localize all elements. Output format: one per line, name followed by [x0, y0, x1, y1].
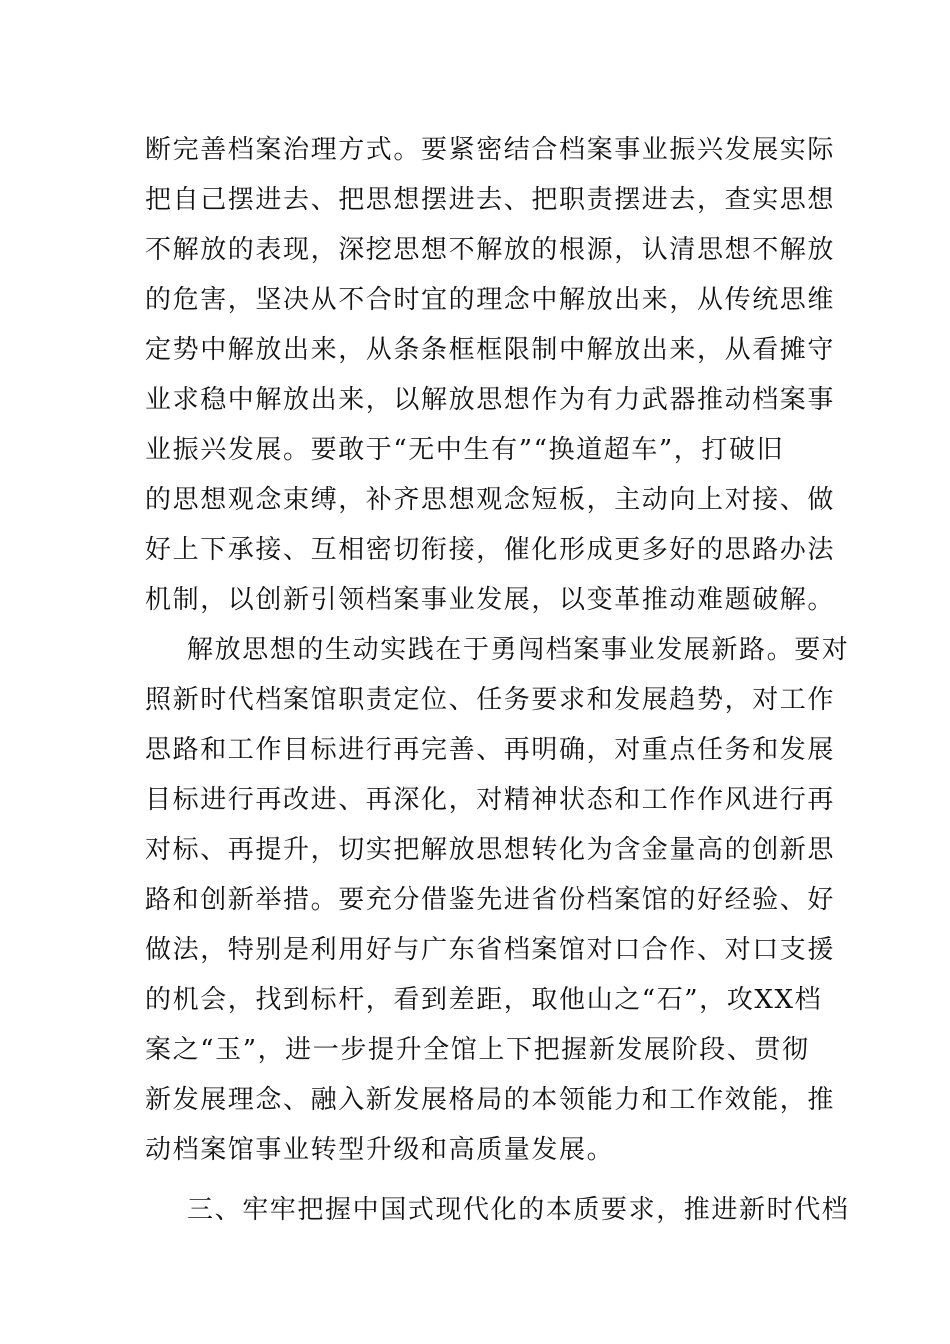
paragraph-line: 的危害，坚决从不合时宜的理念中解放出来，从传统思维	[145, 285, 836, 315]
paragraph-line: 照新时代档案馆职责定位、任务要求和发展趋势，对工作	[145, 685, 836, 715]
paragraph-line: 路和创新举措。要充分借鉴先进省份档案馆的好经验、好	[145, 885, 836, 915]
paragraph-line: 对标、再提升，切实把解放思想转化为含金量高的创新思	[145, 835, 836, 865]
paragraph-line: 好上下承接、互相密切衔接，催化形成更多好的思路办法	[145, 535, 836, 565]
paragraph-line: 把自己摆进去、把思想摆进去、把职责摆进去，查实思想	[145, 185, 836, 215]
paragraph-line: 定势中解放出来，从条条框框限制中解放出来，从看摊守	[145, 335, 836, 365]
paragraph-line: 业求稳中解放出来，以解放思想作为有力武器推动档案事	[145, 385, 836, 415]
paragraph-line: 的机会，找到标杆，看到差距，取他山之“石”，攻XX档	[145, 985, 823, 1015]
paragraph-line: 动档案馆事业转型升级和高质量发展。	[145, 1135, 615, 1165]
paragraph-line: 新发展理念、融入新发展格局的本领能力和工作效能，推	[145, 1085, 836, 1115]
paragraph-line: 业振兴发展。要敢于“无中生有”“换道超车”，打破旧	[145, 435, 785, 465]
paragraph-line: 断完善档案治理方式。要紧密结合档案事业振兴发展实际	[145, 135, 836, 165]
paragraph-line: 不解放的表现，深挖思想不解放的根源，认清思想不解放	[145, 235, 836, 265]
paragraph-line: 目标进行再改进、再深化，对精神状态和工作作风进行再	[145, 785, 836, 815]
section-heading: 三、牢牢把握中国式现代化的本质要求，推进新时代档	[187, 1195, 850, 1225]
paragraph-line: 的思想观念束缚，补齐思想观念短板，主动向上对接、做	[145, 485, 836, 515]
paragraph-line: 案之“玉”，进一步提升全馆上下把握新发展阶段、贯彻	[145, 1035, 810, 1065]
paragraph-line: 思路和工作目标进行再完善、再明确，对重点任务和发展	[145, 735, 836, 765]
paragraph-line: 做法，特别是利用好与广东省档案馆对口合作、对口支援	[145, 935, 836, 965]
paragraph-line: 机制，以创新引领档案事业发展，以变革推动难题破解。	[145, 585, 836, 615]
paragraph-first-line: 解放思想的生动实践在于勇闯档案事业发展新路。要对	[187, 635, 850, 665]
